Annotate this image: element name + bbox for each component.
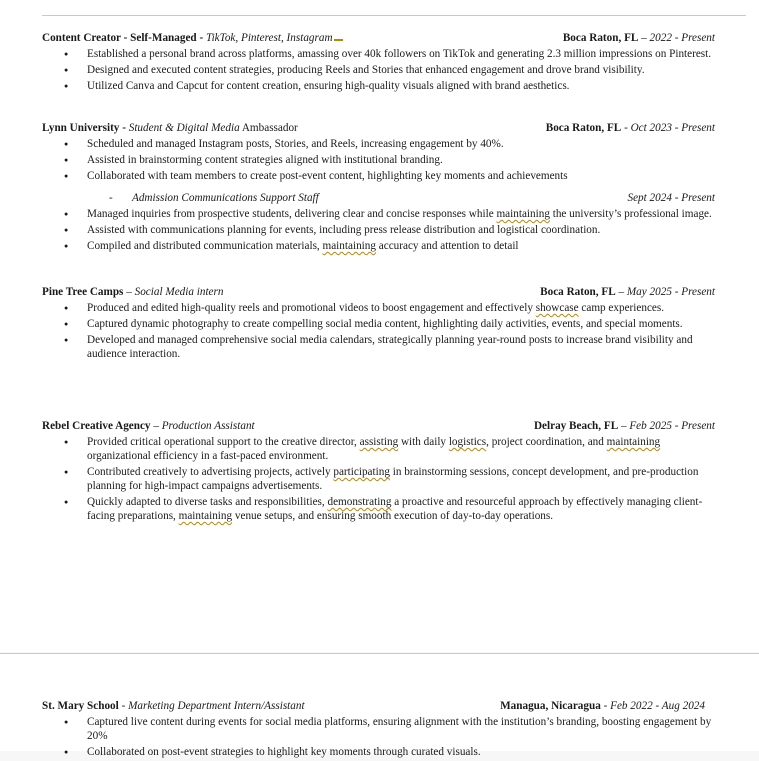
job-header: St. Mary School - Marketing Department Intern/Assistant Managua, Nicaragua - Feb 2022 - Aug 2024 [42, 700, 705, 712]
spellcheck-flag: showcase [535, 302, 579, 314]
sub-role-header: - Admission Communications Support Staff Sept 2024 - Present [109, 192, 715, 204]
job-role: Production Assistant [161, 420, 255, 432]
job-dates: May 2025 - Present [626, 286, 715, 298]
list-item: ● Provided critical operational support to the creative director, assisting with daily logistics, project coordination, and maintaining organizational efficiency in a fast-paced environment. [42, 435, 715, 463]
list-item: ● Scheduled and managed Instagram posts, Stories, and Reels, increasing engagement by 40%. [42, 137, 715, 151]
list-item: ● Captured live content during events for social media platforms, ensuring alignment with the institution’s branding, boosting engagement by 20% [42, 715, 715, 743]
sub-role-dates: Sept 2024 - Present [627, 192, 715, 204]
list-item: ● Established a personal brand across platforms, amassing over 40k followers on TikTok and generating 2.3 million impressions on Pinterest. [42, 47, 715, 61]
job-header: Content Creator - Self-Managed - TikTok, Pinterest, Instagram Boca Raton, FL – 2022 - Present [42, 32, 715, 44]
job-dates: 2022 - Present [649, 32, 715, 44]
spellcheck-flag: maintaining [496, 208, 550, 220]
resume-page-2 [0, 653, 759, 758]
spellcheck-flag: participating [333, 466, 390, 478]
list-item: ● Utilized Canva and Capcut for content creation, ensuring high-quality visuals aligned with brand aesthetics. [42, 79, 715, 93]
job-rebel-creative-agency [42, 419, 715, 525]
list-item: ● Assisted in brainstorming content strategies aligned with institutional branding. [42, 153, 715, 167]
list-item: ● Contributed creatively to advertising projects, actively participating in brainstorming sessions, concept development, and pre-production planning for high-impact campaigns advertisements. [42, 465, 715, 493]
list-item: ● Collaborated on post-event strategies to highlight key moments through curated visuals. [42, 745, 715, 759]
list-item: ● Captured dynamic photography to create compelling social media content, highlighting daily activities, events, and special moments. [42, 317, 715, 331]
list-item: ● Designed and executed content strategies, producing Reels and Stories that enhanced engagement and drove brand visibility. [42, 63, 715, 77]
page-top-rule [42, 15, 746, 16]
spellcheck-flag: demonstrating [327, 496, 392, 508]
spellcheck-flag: assisting [359, 436, 399, 448]
text-cursor-marker [334, 39, 343, 41]
list-item: ● Managed inquiries from prospective students, delivering clear and concise responses while maintaining the university’s professional image. [42, 207, 715, 221]
job-bullets [42, 137, 715, 183]
list-item: ● Produced and edited high-quality reels and promotional videos to boost engagement and effectively showcase camp experiences. [42, 301, 715, 315]
job-lynn-university [42, 121, 715, 255]
job-location: Boca Raton, FL [545, 122, 622, 134]
job-dates: Feb 2025 - Present [629, 420, 715, 432]
list-item: ● Compiled and distributed communication materials, maintaining accuracy and attention to detail [42, 239, 715, 253]
job-role: Marketing Department Intern/Assistant [128, 700, 305, 712]
job-location: Managua, Nicaragua [500, 700, 601, 712]
job-bullets [42, 715, 715, 759]
job-role: Student & Digital Media [128, 122, 240, 134]
job-org: Pine Tree Camps [42, 286, 124, 298]
job-role: TikTok, Pinterest, Instagram [205, 32, 333, 44]
job-location: Boca Raton, FL [540, 286, 616, 298]
list-item: ● Developed and managed comprehensive social media calendars, strategically planning year-round posts to increase brand visibility and audience interaction. [42, 333, 715, 361]
job-location: Delray Beach, FL [533, 420, 619, 432]
job-bullets [42, 47, 715, 93]
job-role: Social Media intern [134, 286, 224, 298]
job-org: Content Creator - Self-Managed [42, 32, 197, 44]
job-org: St. Mary School [42, 700, 119, 712]
spellcheck-flag: maintaining [178, 510, 233, 522]
job-bullets [42, 301, 715, 361]
job-dates: Oct 2023 - Present [630, 122, 715, 134]
job-dates: Feb 2022 - Aug 2024 [610, 700, 705, 712]
list-item: ● Collaborated with team members to create post-event content, highlighting key moments and achievements [42, 169, 715, 183]
job-location: Boca Raton, FL [562, 32, 639, 44]
job-header: Rebel Creative Agency – Production Assistant Delray Beach, FL – Feb 2025 - Present [42, 420, 715, 432]
list-item: ● Quickly adapted to diverse tasks and responsibilities, demonstrating a proactive and resourceful approach by effectively managing client-facing preparations, maintaining venue setups, and ensuring smooth execution of day-to-day operations. [42, 495, 715, 523]
spellcheck-flag: maintaining [322, 240, 376, 252]
job-content-creator [42, 31, 715, 95]
sub-role-bullets [42, 207, 715, 253]
spellcheck-flag: maintaining [606, 436, 661, 448]
spellcheck-flag: logistics [448, 436, 487, 448]
list-item: ● Assisted with communications planning for events, including press release distribution and logistical coordination. [42, 223, 715, 237]
job-bullets [42, 435, 715, 523]
job-org: Lynn University [42, 122, 120, 134]
job-pine-tree-camps [42, 285, 715, 363]
job-org: Rebel Creative Agency [42, 420, 151, 432]
job-header: Pine Tree Camps – Social Media intern Boca Raton, FL – May 2025 - Present [42, 286, 715, 298]
sub-role-title: Admission Communications Support Staff [132, 192, 319, 204]
job-st-mary-school [42, 699, 715, 761]
job-header: Lynn University - Student & Digital Media Ambassador Boca Raton, FL - Oct 2023 - Present [42, 122, 715, 134]
